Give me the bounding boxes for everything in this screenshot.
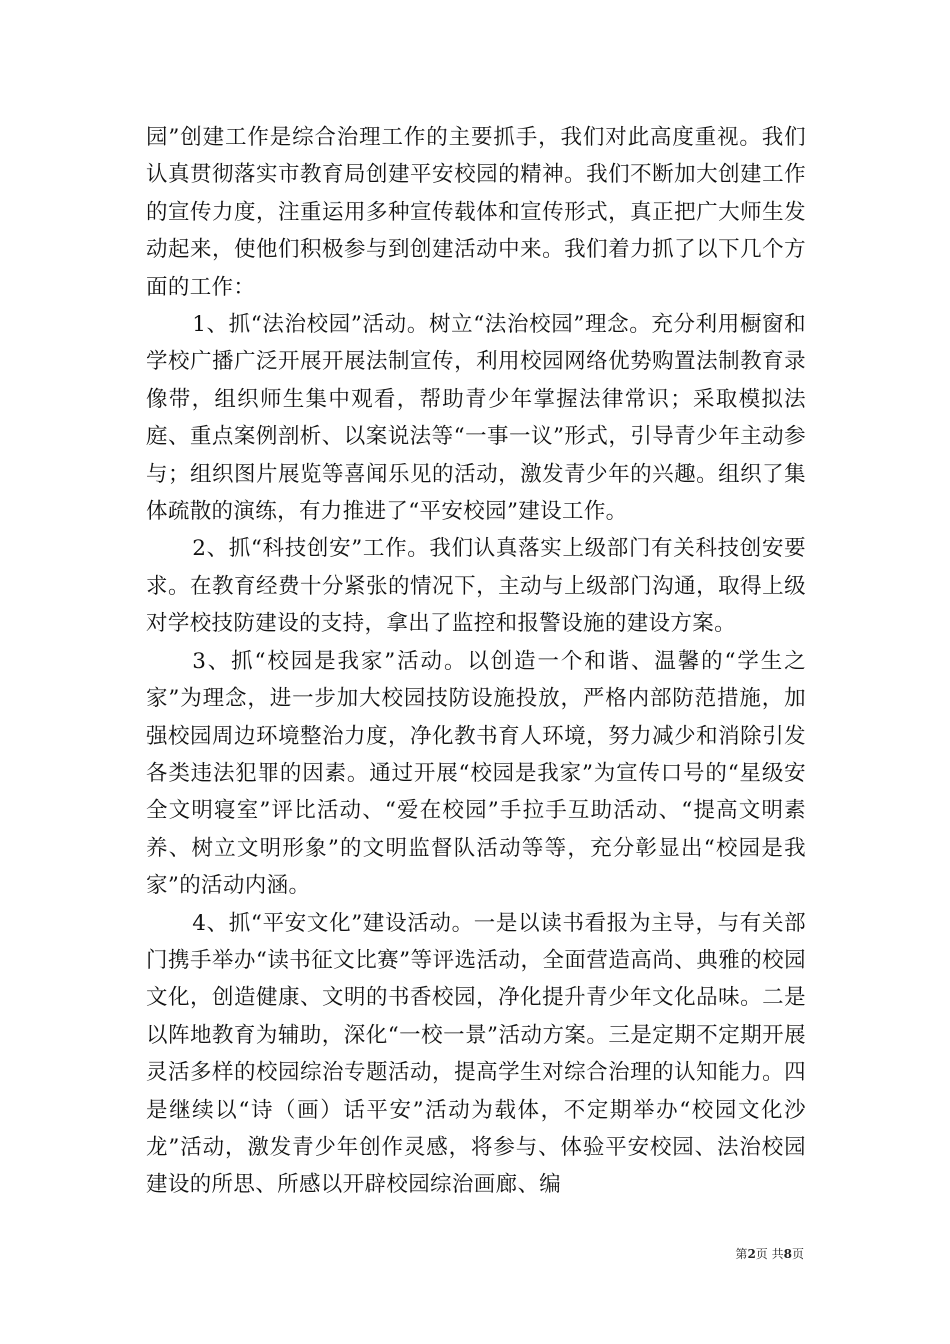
page-footer [735, 1246, 804, 1262]
paragraph-intro: 园”创建工作是综合治理工作的主要抓手，我们对此高度重视。我们认真贯彻落实市教育局创建平安校园的精神。我们不断加大创建工作的宣传力度，注重运用多种宣传载体和宣传形式，真正把广大师生发动起来，使他们积极参与到创建活动中来。我们着力抓了以下几个方面的工作： [146, 125, 806, 300]
paragraph-item-4-safety-culture: 4、抓“平安文化”建设活动。一是以读书看报为主导，与有关部门携手举办“读书征文比赛”等评选活动，全面营造高尚、典雅的校园文化，创造健康、文明的书香校园，净化提升青少年文化品味。二是以阵地教育为辅助，深化“一校一景”活动方案。三是定期不定期开展灵活多样的校园综治专题活动，提高学生对综合治理的认知能力。四是继续以“诗（画）话平安”活动为载体，不定期举办“校园文化沙龙”活动，激发青少年创作灵感，将参与、体验平安校园、法治校园建设的所思、所感以开辟校园综治画廊、编 [146, 910, 806, 1198]
paragraph-item-2-tech-safety: 2、抓“科技创安”工作。我们认真落实上级部门有关科技创安要求。在教育经费十分紧张的情况下，主动与上级部门沟通，取得上级对学校技防建设的支持，拿出了监控和报警设施的建设方案。 [146, 536, 806, 637]
footer-middle: 页 共 [755, 1247, 784, 1261]
footer-prefix: 第 [735, 1247, 748, 1261]
footer-total-pages: 8 [783, 1247, 792, 1261]
footer-page-number: 2 [747, 1247, 756, 1261]
footer-suffix: 页 [791, 1247, 804, 1261]
paragraph-item-3-campus-home: 3、抓“校园是我家”活动。以创造一个和谐、温馨的“学生之家”为理念，进一步加大校园技防设施投放，严格内部防范措施，加强校园周边环境整治力度，净化教书育人环境，努力减少和消除引发各类违法犯罪的因素。通过开展“校园是我家”为宣传口号的“星级安全文明寝室”评比活动、“爱在校园”手拉手互助活动、“提高文明素养、树立文明形象”的文明监督队活动等等，充分彰显出“校园是我家”的活动内涵。 [146, 648, 806, 899]
paragraph-item-1-law-campus: 1、抓“法治校园”活动。树立“法治校园”理念。充分利用橱窗和学校广播广泛开展开展法制宣传，利用校园网络优势购置法制教育录像带，组织师生集中观看，帮助青少年掌握法律常识；采取模拟法庭、重点案例剖析、以案说法等“一事一议”形式，引导青少年主动参与；组织图片展览等喜闻乐见的活动，激发青少年的兴趣。组织了集体疏散的演练，有力推进了“平安校园”建设工作。 [146, 312, 806, 525]
body-text [146, 119, 806, 1204]
